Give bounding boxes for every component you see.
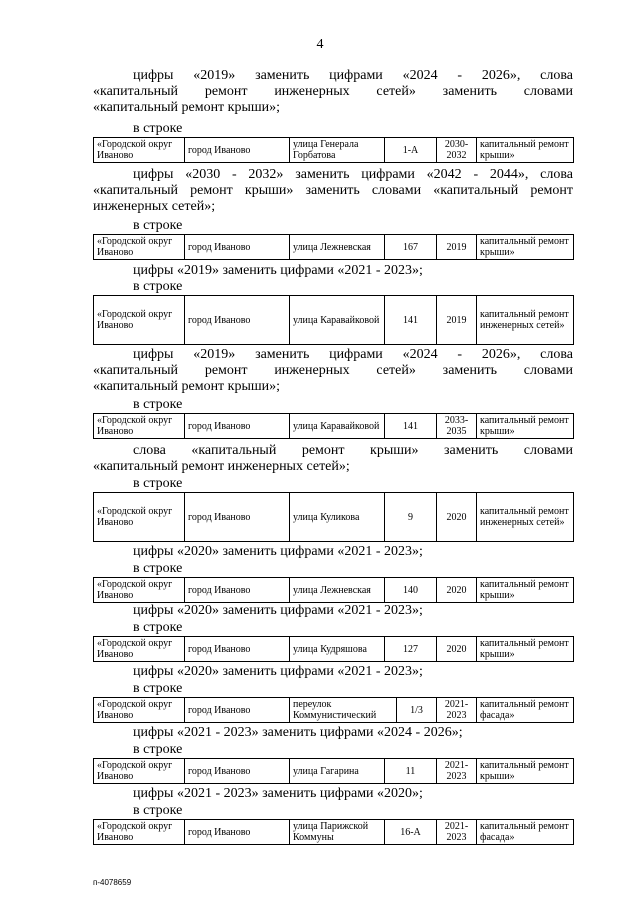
period-cell: 2019 [437, 296, 477, 345]
instruction-line: «капитальный ремонт крыши» заменить словами «капитальный ремонт [93, 183, 573, 198]
city-cell: город Иваново [185, 493, 290, 542]
city-cell: город Иваново [185, 698, 290, 723]
address-table [93, 295, 574, 345]
address-table [93, 492, 574, 542]
municipality-cell: «Городской округ Иваново [94, 698, 185, 723]
house-cell: 140 [385, 578, 437, 603]
instruction-line: цифры «2019» заменить цифрами «2024 - 2026», слова [133, 68, 573, 83]
instruction-1 [93, 68, 573, 116]
instruction-line: цифры «2020» заменить цифрами «2021 - 2023»; [133, 603, 423, 618]
municipality-cell: «Городской округ Иваново [94, 138, 185, 163]
street-cell: улица Кудряшова [290, 637, 385, 662]
city-cell: город Иваново [185, 578, 290, 603]
work-type-cell: капитальный ремонт крыши» [477, 759, 574, 784]
street-cell: переулок Коммунистический [290, 698, 397, 723]
street-cell: улица Куликова [290, 493, 385, 542]
instruction-line: «капитальный ремонт крыши»; [93, 100, 281, 115]
address-table [93, 413, 574, 439]
municipality-cell: «Городской округ Иваново [94, 493, 185, 542]
street-cell: улица Генерала Горбатова [290, 138, 385, 163]
period-cell: 2020 [437, 637, 477, 662]
table-row [94, 296, 574, 345]
street-cell: улица Каравайковой [290, 414, 385, 439]
house-cell: 1/3 [397, 698, 437, 723]
work-type-cell: капитальный ремонт инженерных сетей» [477, 493, 574, 542]
instruction-6 [93, 544, 573, 560]
table-row [94, 820, 574, 845]
instruction-line: цифры «2021 - 2023» заменить цифрами «2024 - 2026»; [133, 725, 463, 740]
work-type-cell: капитальный ремонт фасада» [477, 820, 574, 845]
city-cell: город Иваново [185, 820, 290, 845]
in-row-label: в строке [133, 561, 183, 576]
house-cell: 167 [385, 235, 437, 260]
in-row-label: в строке [133, 397, 183, 412]
instruction-10 [93, 786, 573, 802]
address-table [93, 137, 574, 163]
period-cell: 2030-2032 [437, 138, 477, 163]
house-cell: 9 [385, 493, 437, 542]
instruction-5 [93, 443, 573, 475]
city-cell: город Иваново [185, 138, 290, 163]
house-cell: 1-А [385, 138, 437, 163]
city-cell: город Иваново [185, 637, 290, 662]
table-row [94, 138, 574, 163]
instruction-line: «капитальный ремонт инженерных сетей» заменить словами [93, 363, 573, 378]
table-row [94, 414, 574, 439]
table-row [94, 578, 574, 603]
in-row-label: в строке [133, 121, 183, 136]
municipality-cell: «Городской округ Иваново [94, 296, 185, 345]
instruction-line: цифры «2020» заменить цифрами «2021 - 2023»; [133, 544, 423, 559]
work-type-cell: капитальный ремонт крыши» [477, 138, 574, 163]
municipality-cell: «Городской округ Иваново [94, 578, 185, 603]
instruction-line: цифры «2030 - 2032» заменить цифрами «2042 - 2044», слова [133, 167, 573, 182]
work-type-cell: капитальный ремонт фасада» [477, 698, 574, 723]
instruction-line: «капитальный ремонт инженерных сетей»; [93, 459, 350, 474]
work-type-cell: капитальный ремонт крыши» [477, 414, 574, 439]
table-row [94, 235, 574, 260]
city-cell: город Иваново [185, 296, 290, 345]
address-table [93, 636, 574, 662]
instruction-9 [93, 725, 573, 741]
address-table [93, 758, 574, 784]
house-cell: 127 [385, 637, 437, 662]
period-cell: 2021-2023 [437, 759, 477, 784]
instruction-8 [93, 664, 573, 680]
street-cell: улица Лежневская [290, 235, 385, 260]
document-id-footer: п-4078659 [93, 878, 132, 887]
instruction-line: слова «капитальный ремонт крыши» заменить словами [133, 443, 573, 458]
house-cell: 141 [385, 414, 437, 439]
instruction-line: «капитальный ремонт крыши»; [93, 379, 281, 394]
instruction-4 [93, 347, 573, 395]
work-type-cell: капитальный ремонт крыши» [477, 637, 574, 662]
table-row [94, 493, 574, 542]
page-number: 4 [316, 37, 324, 52]
address-table [93, 819, 574, 845]
instruction-line: «капитальный ремонт инженерных сетей» заменить словами [93, 84, 573, 99]
instruction-2 [93, 167, 573, 215]
city-cell: город Иваново [185, 235, 290, 260]
city-cell: город Иваново [185, 759, 290, 784]
in-row-label: в строке [133, 279, 183, 294]
house-cell: 16-А [385, 820, 437, 845]
street-cell: улица Каравайковой [290, 296, 385, 345]
work-type-cell: капитальный ремонт крыши» [477, 235, 574, 260]
house-cell: 11 [385, 759, 437, 784]
period-cell: 2033-2035 [437, 414, 477, 439]
table-row [94, 759, 574, 784]
address-table [93, 697, 574, 723]
work-type-cell: капитальный ремонт инженерных сетей» [477, 296, 574, 345]
in-row-label: в строке [133, 476, 183, 491]
period-cell: 2021-2023 [437, 698, 477, 723]
in-row-label: в строке [133, 803, 183, 818]
instruction-line: цифры «2021 - 2023» заменить цифрами «2020»; [133, 786, 423, 801]
instruction-line: цифры «2020» заменить цифрами «2021 - 2023»; [133, 664, 423, 679]
table-row [94, 698, 574, 723]
municipality-cell: «Городской округ Иваново [94, 637, 185, 662]
instruction-line: инженерных сетей»; [93, 199, 216, 214]
municipality-cell: «Городской округ Иваново [94, 820, 185, 845]
municipality-cell: «Городской округ Иваново [94, 414, 185, 439]
in-row-label: в строке [133, 742, 183, 757]
period-cell: 2021-2023 [437, 820, 477, 845]
address-table [93, 577, 574, 603]
instruction-line: цифры «2019» заменить цифрами «2021 - 2023»; [133, 263, 423, 278]
street-cell: улица Гагарина [290, 759, 385, 784]
instruction-line: цифры «2019» заменить цифрами «2024 - 2026», слова [133, 347, 573, 362]
period-cell: 2020 [437, 578, 477, 603]
street-cell: улица Лежневская [290, 578, 385, 603]
instruction-3 [93, 263, 573, 279]
table-row [94, 637, 574, 662]
instruction-7 [93, 603, 573, 619]
address-table [93, 234, 574, 260]
in-row-label: в строке [133, 620, 183, 635]
period-cell: 2020 [437, 493, 477, 542]
in-row-label: в строке [133, 218, 183, 233]
municipality-cell: «Городской округ Иваново [94, 759, 185, 784]
work-type-cell: капитальный ремонт крыши» [477, 578, 574, 603]
period-cell: 2019 [437, 235, 477, 260]
municipality-cell: «Городской округ Иваново [94, 235, 185, 260]
house-cell: 141 [385, 296, 437, 345]
in-row-label: в строке [133, 681, 183, 696]
city-cell: город Иваново [185, 414, 290, 439]
street-cell: улица Парижской Коммуны [290, 820, 385, 845]
